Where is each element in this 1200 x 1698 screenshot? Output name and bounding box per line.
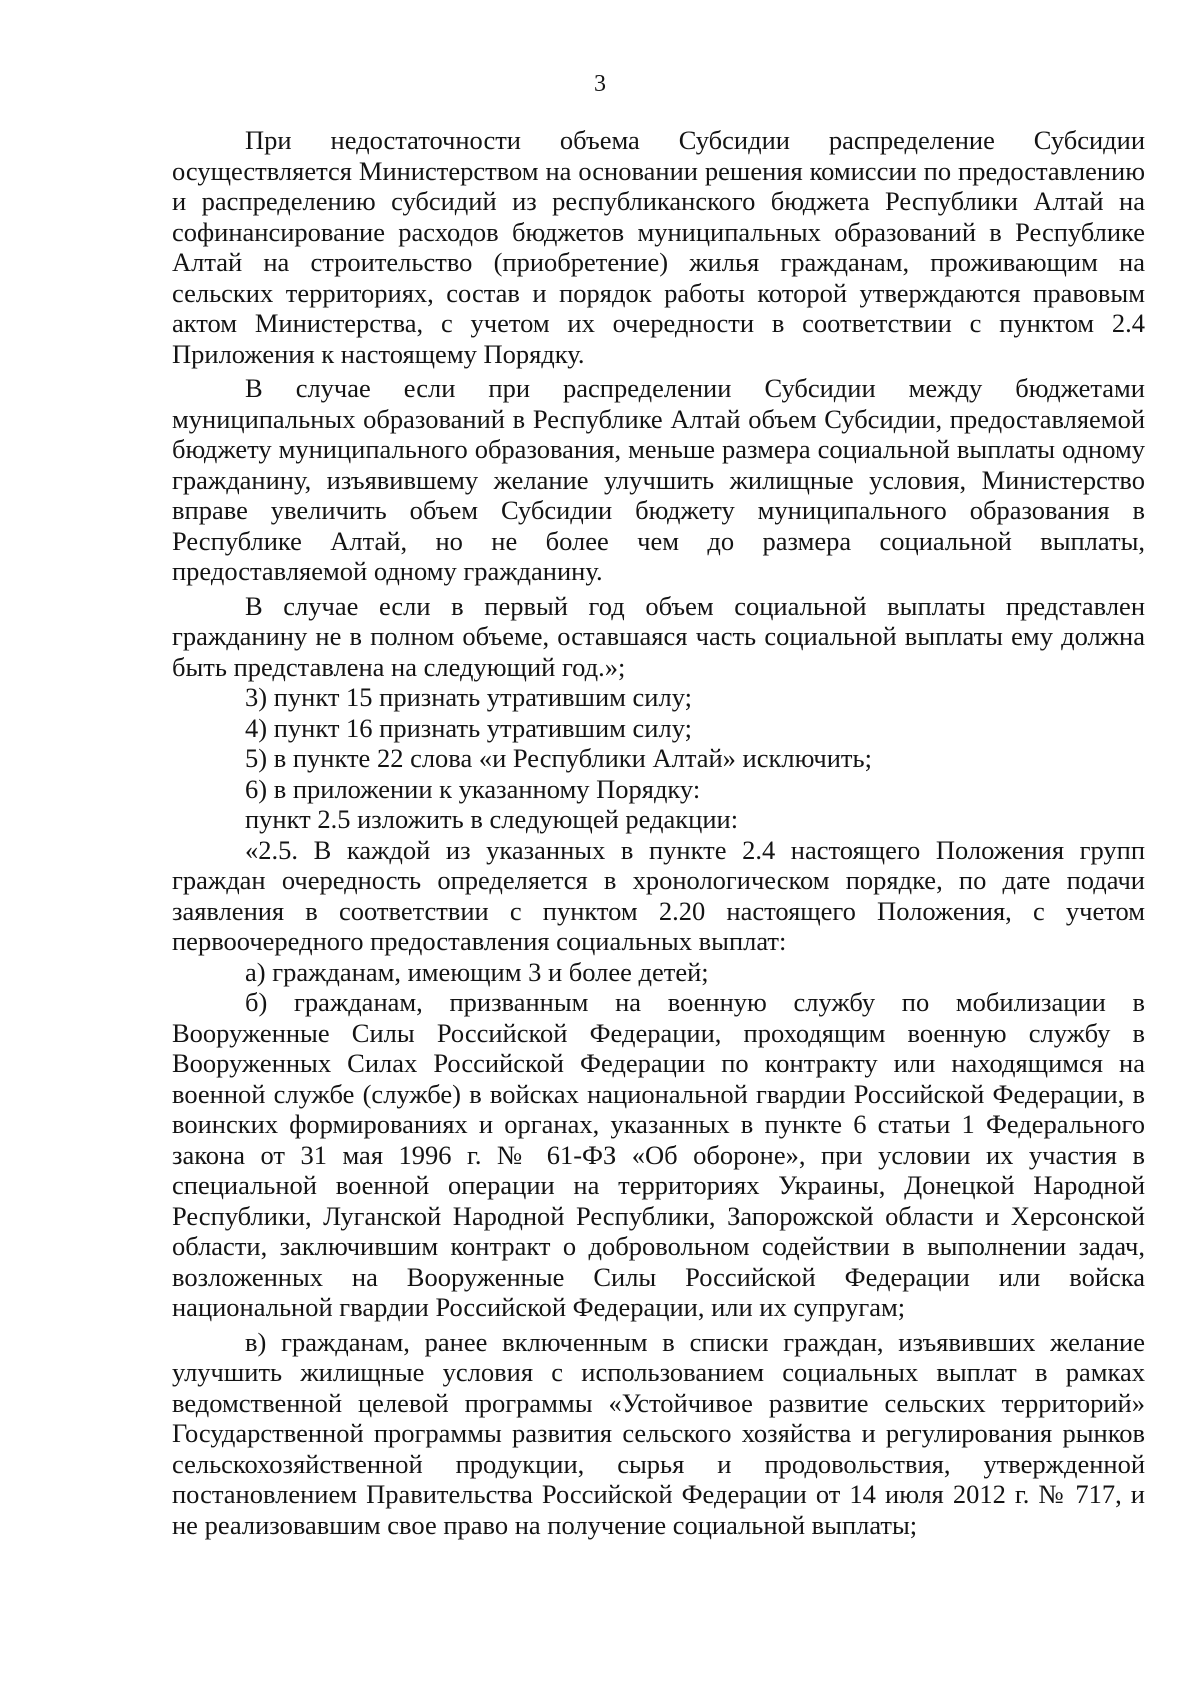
list-item-b: б) гражданам, призванным на военную службу по мобилизации в Вооруженные Силы Российской Федерации, проходящим военную службу в Вооруженных Силах Российской Федерации по контракту или находящимся на военной службе (службе) в войсках национальной гвардии Российской Федерации, в воинских формированиях и органах, указанных в пункте 6 статьи 1 Федерального закона от 31 мая 1996 г. № 61-ФЗ «Об обороне», при условии их участия в специальной военной операции на территориях Украины, Донецкой Народной Республики, Луганской Народной Республики, Запорожской области и Херсонской области, заключившим контракт о добровольном содействии в выполнении задач, возложенных на Вооруженные Силы Российской Федерации или войска национальной гвардии Российской Федерации, или их супругам;: [172, 987, 1145, 1322]
list-item-3: 3) пункт 15 признать утратившим силу;: [245, 682, 692, 712]
page-number: 3: [594, 71, 606, 97]
paragraph-first-year-payment: В случае если в первый год объем социальной выплаты представлен гражданину не в полном объеме, оставшаяся часть социальной выплаты ему должна быть представлена на следующий год.»;: [172, 590, 1145, 682]
list-item-5: 5) в пункте 22 слова «и Республики Алтай» исключить;: [245, 743, 872, 773]
paragraph-subsidy-increase: В случае если при распределении Субсидии между бюджетами муниципальных образований в Республике Алтай объем Субсидии, предоставляемой бюджету муниципального образования, меньше размера социальной выплаты одному гражданину, изъявившему желание улучшить жилищные условия, Министерство вправе увеличить объем Субсидии бюджету муниципального образования в Республике Алтай, но не более чем до размера социальной выплаты, предоставляемой одному гражданину.: [172, 373, 1145, 586]
paragraph-item-2-5: «2.5. В каждой из указанных в пункте 2.4 настоящего Положения групп граждан очередность определяется в хронологическом порядке, по дате подачи заявления в соответствии с пунктом 2.20 настоящего Положения, с учетом первоочередного предоставления социальных выплат:: [172, 834, 1145, 956]
paragraph-subsidy-distribution: При недостаточности объема Субсидии распределение Субсидии осуществляется Министерством на основании решения комиссии по предоставлению и распределению субсидий из республиканского бюджета Республики Алтай на софинансирование расходов бюджетов муниципальных образований в Республике Алтай на строительство (приобретение) жилья гражданам, проживающим на сельских территориях, состав и порядок работы которой утверждаются правовым актом Министерства, с учетом их очередности в соответствии с пунктом 2.4 Приложения к настоящему Порядку.: [172, 125, 1145, 369]
paragraph-item-2-5-intro: пункт 2.5 изложить в следующей редакции:: [245, 804, 739, 834]
list-item-4: 4) пункт 16 признать утратившим силу;: [245, 712, 692, 743]
list-item-a: а) гражданам, имеющим 3 и более детей;: [245, 956, 709, 987]
list-item-6: 6) в приложении к указанному Порядку:: [245, 773, 701, 804]
list-item-v: в) гражданам, ранее включенным в списки граждан, изъявивших желание улучшить жилищные условия с использованием социальных выплат в рамках ведомственной целевой программы «Устойчивое развитие сельских территорий» Государственной программы развития сельского хозяйства и регулирования рынков сельскохозяйственной продукции, сырья и продовольствия, утвержденной постановлением Правительства Российской Федерации от 14 июля 2012 г. № 717, и не реализовавшим свое право на получение социальной выплаты;: [172, 1326, 1145, 1540]
document-body: [172, 125, 1145, 1540]
